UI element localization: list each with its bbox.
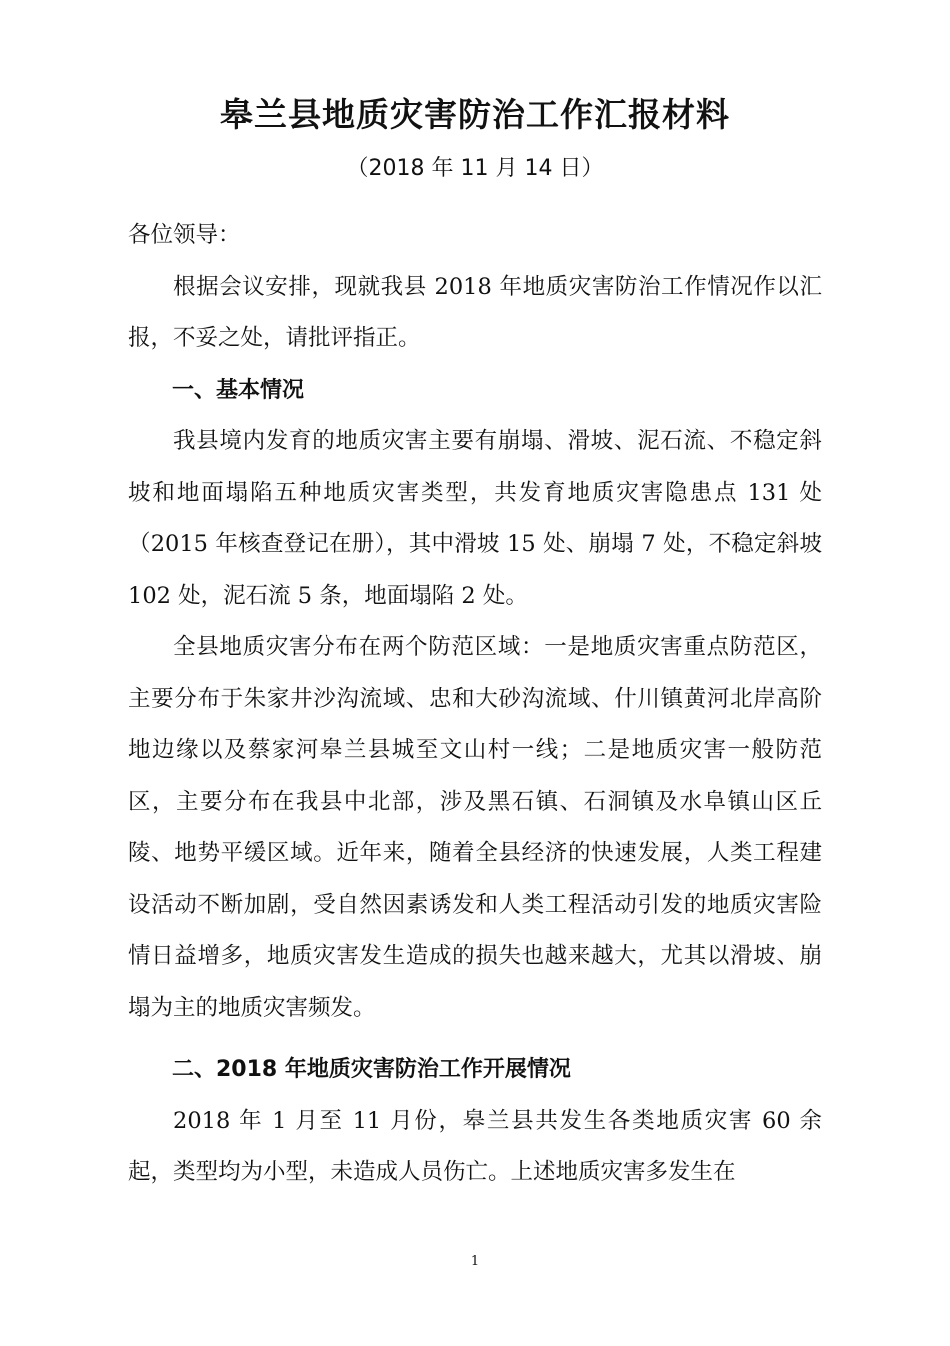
work-2018-paragraph-1: 2018 年 1 月至 11 月份，皋兰县共发生各类地质灾害 60 余起，类型均为小型，未造成人员伤亡。上述地质灾害多发生在 <box>128 1107 822 1185</box>
basic-situation-paragraph-2: 全县地质灾害分布在两个防范区域：一是地质灾害重点防范区，主要分布于朱家井沙沟流域、忠和大砂沟流域、什川镇黄河北岸高阶地边缘以及蔡家河皋兰县城至文山村一线；二是地质灾害一般防范区，主要分布在我县中北部，涉及黑石镇、石洞镇及水阜镇山区丘陵、地势平缓区域。近年来，随着全县经济的快速发展，人类工程建设活动不断加剧，受自然因素诱发和人类工程活动引发的地质灾害险情日益增多，地质灾害发生造成的损失也越来越大，尤其以滑坡、崩塌为主的地质灾害频发。 <box>128 634 822 1021</box>
document-title: 皋兰县地质灾害防治工作汇报材料 <box>220 95 730 134</box>
section-heading-2018-work: 二、2018 年地质灾害防治工作开展情况 <box>172 1057 571 1082</box>
salutation: 各位领导： <box>128 222 241 248</box>
document-body <box>128 210 822 1199</box>
section-heading-basic-situation: 一、基本情况 <box>172 377 305 403</box>
intro-paragraph: 根据会议安排，现就我县 2018 年地质灾害防治工作情况作以汇报，不妥之处，请批评指正。 <box>128 273 822 351</box>
basic-situation-paragraph-1: 我县境内发育的地质灾害主要有崩塌、滑坡、泥石流、不稳定斜坡和地面塌陷五种地质灾害类型，共发育地质灾害隐患点 131 处（2015 年核查登记在册），其中滑坡 15 处、崩塌 7 处，不稳定斜坡 102 处，泥石流 5 条，地面塌陷 2 处。 <box>128 428 822 609</box>
page-number: 1 <box>470 1254 480 1269</box>
document-date: （2018 年 11 月 14 日） <box>346 156 604 181</box>
